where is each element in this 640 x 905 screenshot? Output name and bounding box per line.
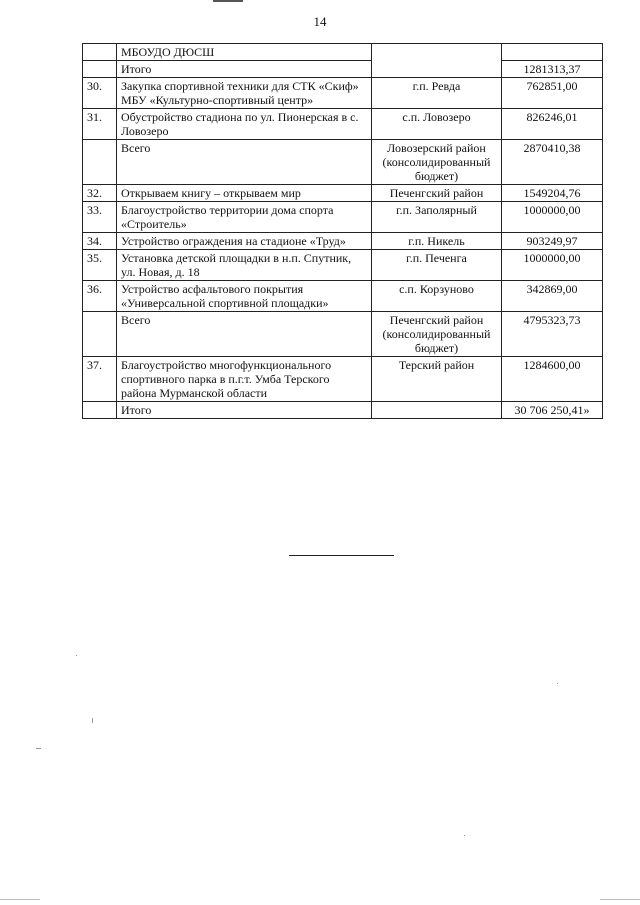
row-name: Установка детской площадки в н.п. Спутник, ул. Новая, д. 18 — [117, 250, 372, 281]
row-name: Благоустройство многофункционального спортивного парка в п.г.т. Умба Терского района Мурманской области — [117, 357, 372, 402]
row-number: 31. — [83, 109, 117, 140]
row-district: Печенгский район — [372, 185, 502, 202]
scan-speck — [36, 748, 41, 749]
row-name: Всего — [117, 140, 372, 185]
row-name: Итого — [117, 402, 372, 419]
row-amount: 342869,00 — [502, 281, 603, 312]
row-district: г.п. Печенга — [372, 250, 502, 281]
table-row — [83, 233, 603, 250]
row-district: г.п. Никель — [372, 233, 502, 250]
row-number: 35. — [83, 250, 117, 281]
scan-speck — [557, 683, 558, 684]
row-name: Всего — [117, 312, 372, 357]
row-district: Ловозерский район (консолидированный бюджет) — [372, 140, 502, 185]
row-amount: 903249,97 — [502, 233, 603, 250]
row-district: с.п. Ловозеро — [372, 109, 502, 140]
row-name: Устройство асфальтового покрытия «Универсальной спортивной площадки» — [117, 281, 372, 312]
row-number: 32. — [83, 185, 117, 202]
table-row — [83, 202, 603, 233]
scan-edge — [600, 899, 640, 900]
row-number — [83, 312, 117, 357]
table-row — [83, 312, 603, 357]
table-row — [83, 109, 603, 140]
table-row — [83, 357, 603, 402]
row-number: 34. — [83, 233, 117, 250]
row-amount: 1000000,00 — [502, 250, 603, 281]
table-row — [83, 44, 603, 61]
row-amount: 30 706 250,41» — [502, 402, 603, 419]
row-name: Благоустройство территории дома спорта «Строитель» — [117, 202, 372, 233]
row-number: 33. — [83, 202, 117, 233]
row-district: Терский район — [372, 357, 502, 402]
row-number: 37. — [83, 357, 117, 402]
row-amount: 4795323,73 — [502, 312, 603, 357]
row-amount: 1000000,00 — [502, 202, 603, 233]
table-row — [83, 402, 603, 419]
row-district — [372, 44, 502, 61]
scan-speck — [92, 718, 93, 723]
row-district: г.п. Заполярный — [372, 202, 502, 233]
row-district: г.п. Ревда — [372, 78, 502, 109]
row-amount: 1281313,37 — [502, 61, 603, 78]
row-number — [83, 44, 117, 61]
row-number — [83, 140, 117, 185]
budget-table — [82, 43, 603, 419]
row-name: Итого — [117, 61, 372, 78]
row-number — [83, 61, 117, 78]
scan-mark — [213, 0, 243, 2]
row-district — [372, 402, 502, 419]
row-district: Печенгский район (консолидированный бюджет) — [372, 312, 502, 357]
row-name: Открываем книгу – открываем мир — [117, 185, 372, 202]
row-amount: 1284600,00 — [502, 357, 603, 402]
row-district: с.п. Корзуново — [372, 281, 502, 312]
table-row — [83, 140, 603, 185]
row-district — [372, 61, 502, 78]
row-amount: 826246,01 — [502, 109, 603, 140]
row-amount: 1549204,76 — [502, 185, 603, 202]
row-name: Закупка спортивной техники для СТК «Скиф» МБУ «Культурно-спортивный центр» — [117, 78, 372, 109]
row-amount — [502, 44, 603, 61]
table-row — [83, 185, 603, 202]
row-number — [83, 402, 117, 419]
scan-speck — [76, 655, 77, 656]
row-name: Обустройство стадиона по ул. Пионерская в с. Ловозеро — [117, 109, 372, 140]
row-amount: 762851,00 — [502, 78, 603, 109]
row-number: 36. — [83, 281, 117, 312]
page-number: 14 — [313, 14, 327, 29]
table-row — [83, 281, 603, 312]
row-amount: 2870410,38 — [502, 140, 603, 185]
table-row — [83, 61, 603, 78]
row-number: 30. — [83, 78, 117, 109]
scan-speck — [464, 835, 465, 836]
scan-edge — [0, 899, 40, 900]
table-row — [83, 250, 603, 281]
table-row — [83, 78, 603, 109]
row-name: Устройство ограждения на стадионе «Труд» — [117, 233, 372, 250]
row-name: МБОУДО ДЮСШ — [117, 44, 372, 61]
end-rule — [289, 555, 394, 556]
